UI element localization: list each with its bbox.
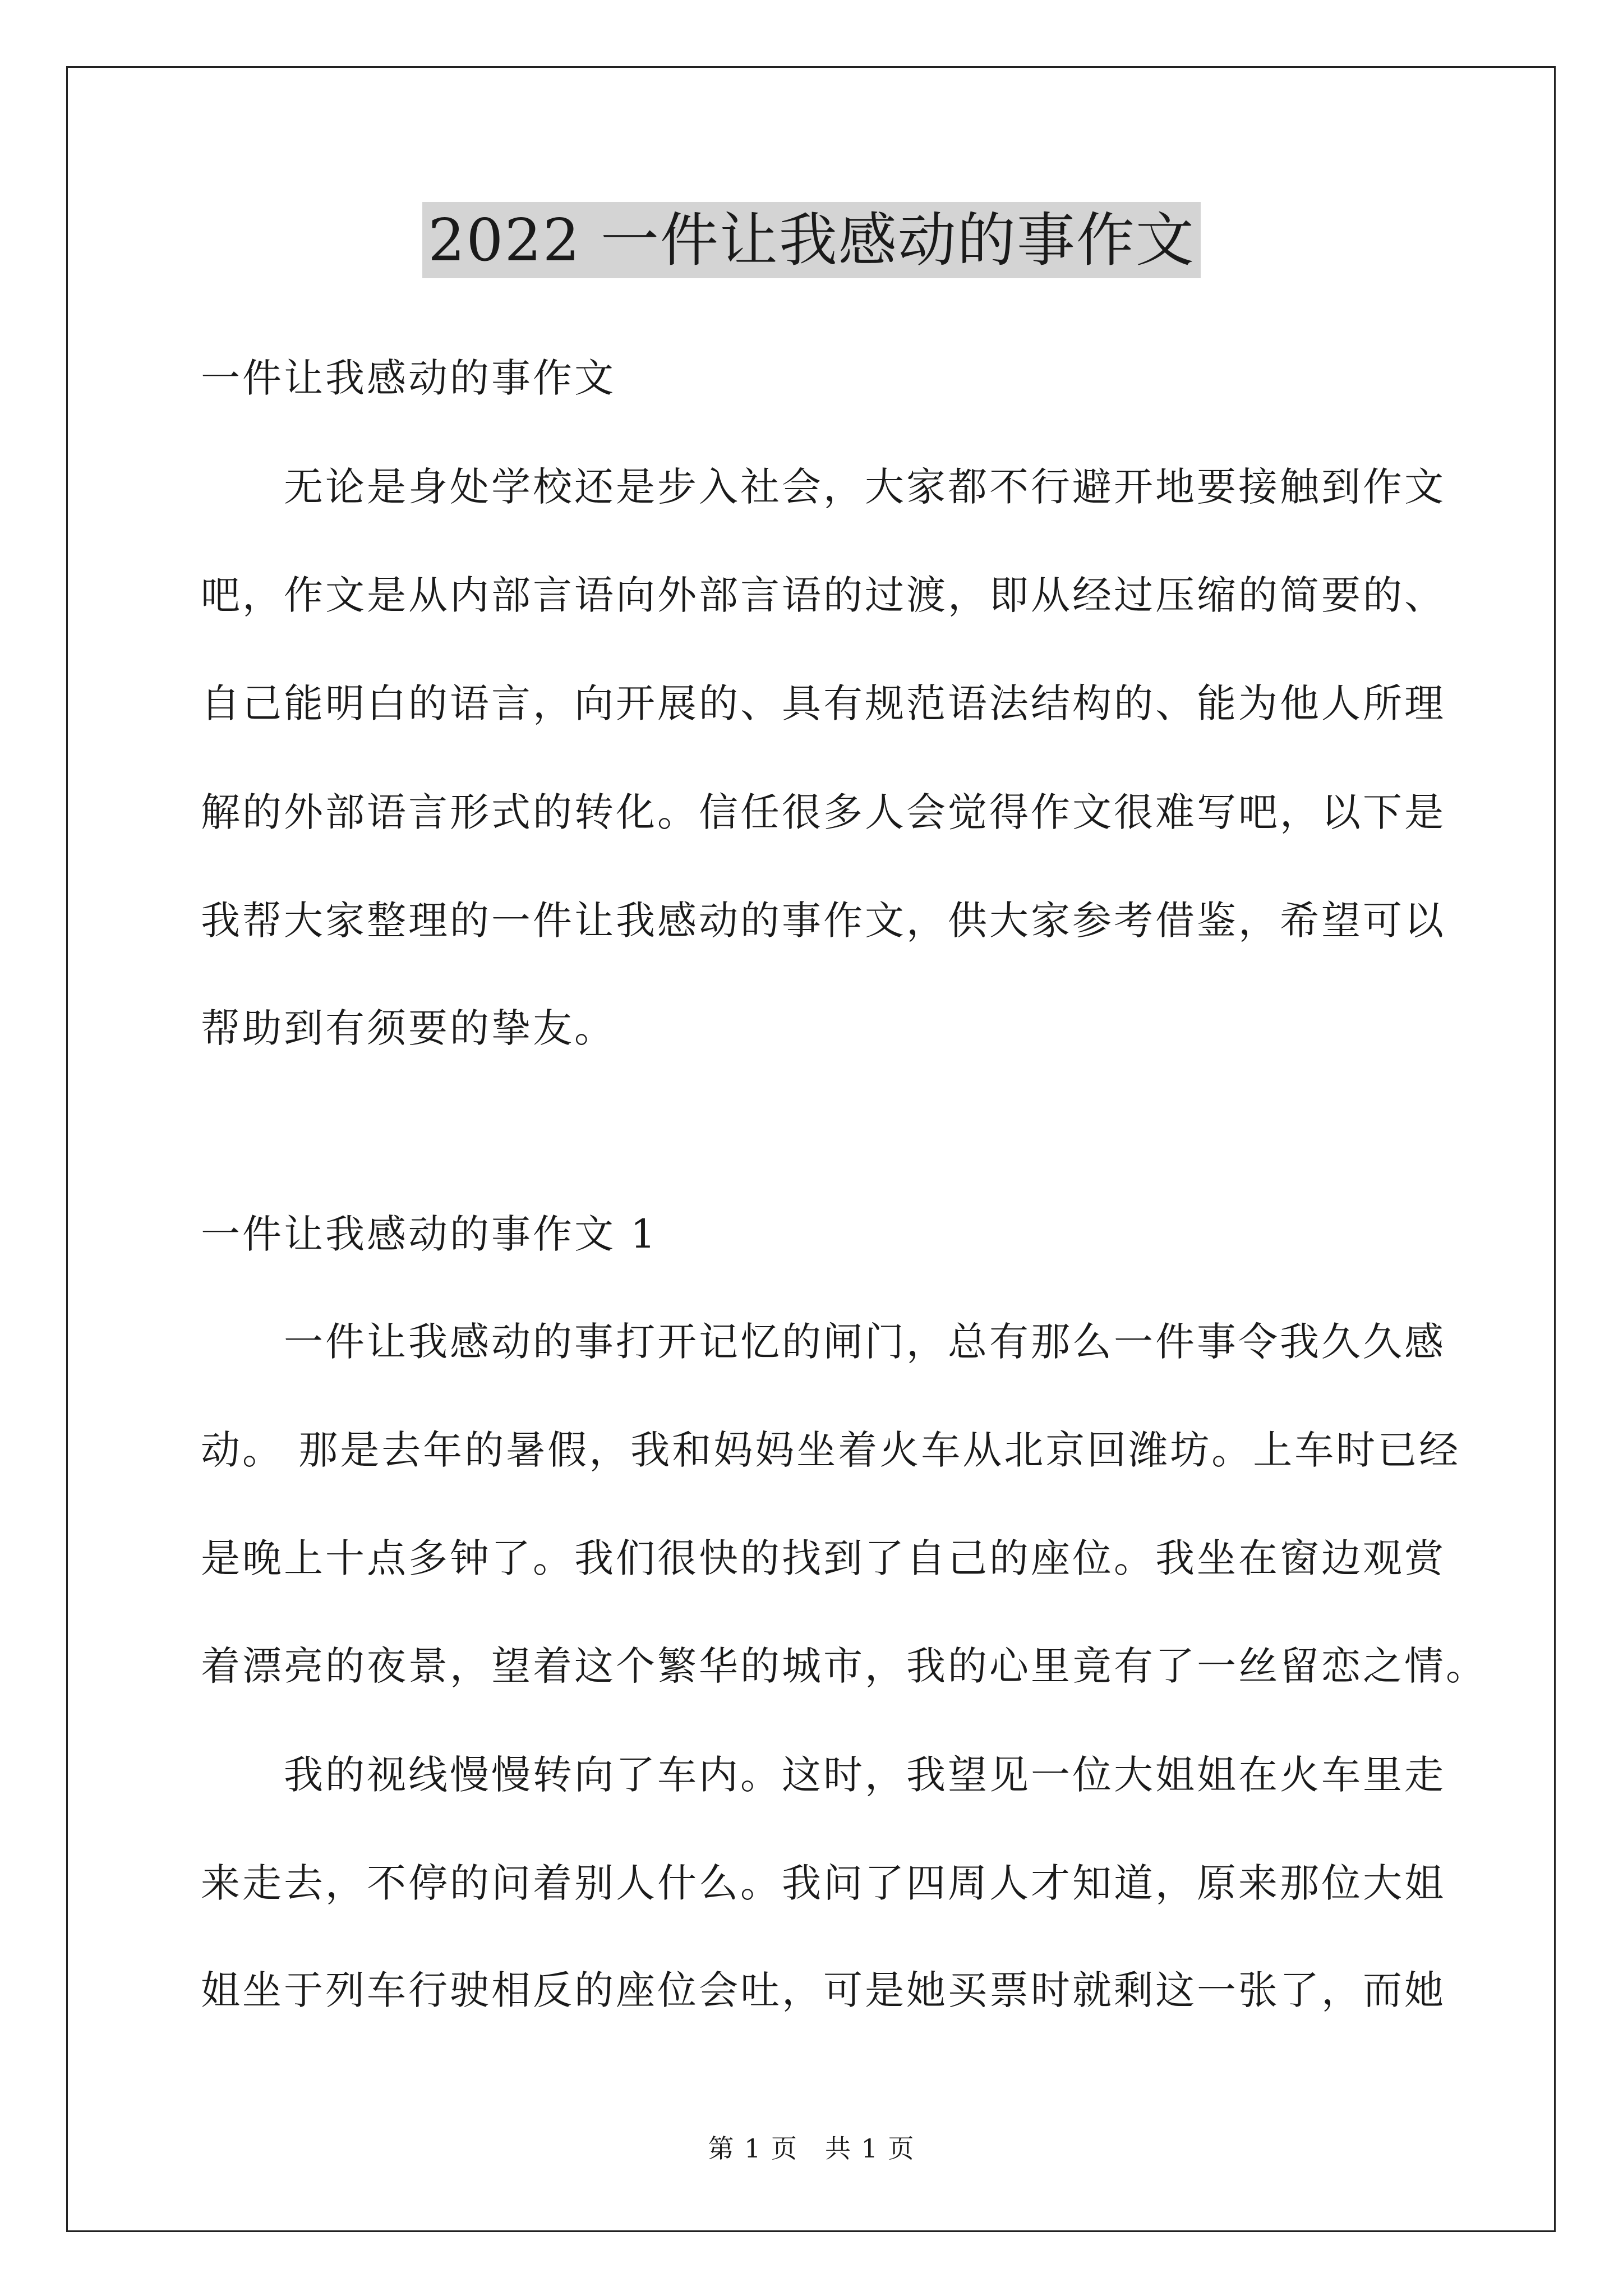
section-heading: 一件让我感动的事作文 [201,355,616,401]
page-footer: 第 1 页 共 1 页 [708,2133,915,2164]
paragraph-line: 自己能明白的语言，向开展的、具有规范语法结构的、能为他人所理 [201,680,1446,726]
title-container [0,202,1623,278]
paragraph-line: 着漂亮的夜景，望着这个繁华的城市，我的心里竟有了一丝留恋之情。 [201,1643,1487,1689]
paragraph-line: 动。 那是去年的暑假，我和妈妈坐着火车从北京回潍坊。上车时已经 [201,1427,1461,1473]
paragraph-line: 是晚上十点多钟了。我们很快的找到了自己的座位。我坐在窗边观赏 [201,1535,1446,1581]
section-heading: 一件让我感动的事作文 1 [201,1211,658,1257]
paragraph-line: 帮助到有须要的挚友。 [201,1005,616,1051]
paragraph-line: 吧，作文是从内部言语向外部言语的过渡，即从经过压缩的简要的、 [201,572,1446,618]
paragraph-line: 我帮大家整理的一件让我感动的事作文，供大家参考借鉴，希望可以 [201,898,1446,944]
paragraph-line: 来走去，不停的问着别人什么。我问了四周人才知道，原来那位大姐 [201,1860,1446,1906]
paragraph-line: 一件让我感动的事打开记忆的闸门，总有那么一件事令我久久感 [201,1319,1446,1365]
paragraph-line: 解的外部语言形式的转化。信任很多人会觉得作文很难写吧，以下是 [201,789,1446,835]
paragraph-line: 无论是身处学校还是步入社会，大家都不行避开地要接触到作文 [201,464,1446,510]
document-title: 2022 一件让我感动的事作文 [422,202,1201,278]
paragraph-line: 我的视线慢慢转向了车内。这时，我望见一位大姐姐在火车里走 [201,1752,1446,1798]
paragraph-line: 姐坐于列车行驶相反的座位会吐，可是她买票时就剩这一张了，而她 [201,1967,1446,2013]
